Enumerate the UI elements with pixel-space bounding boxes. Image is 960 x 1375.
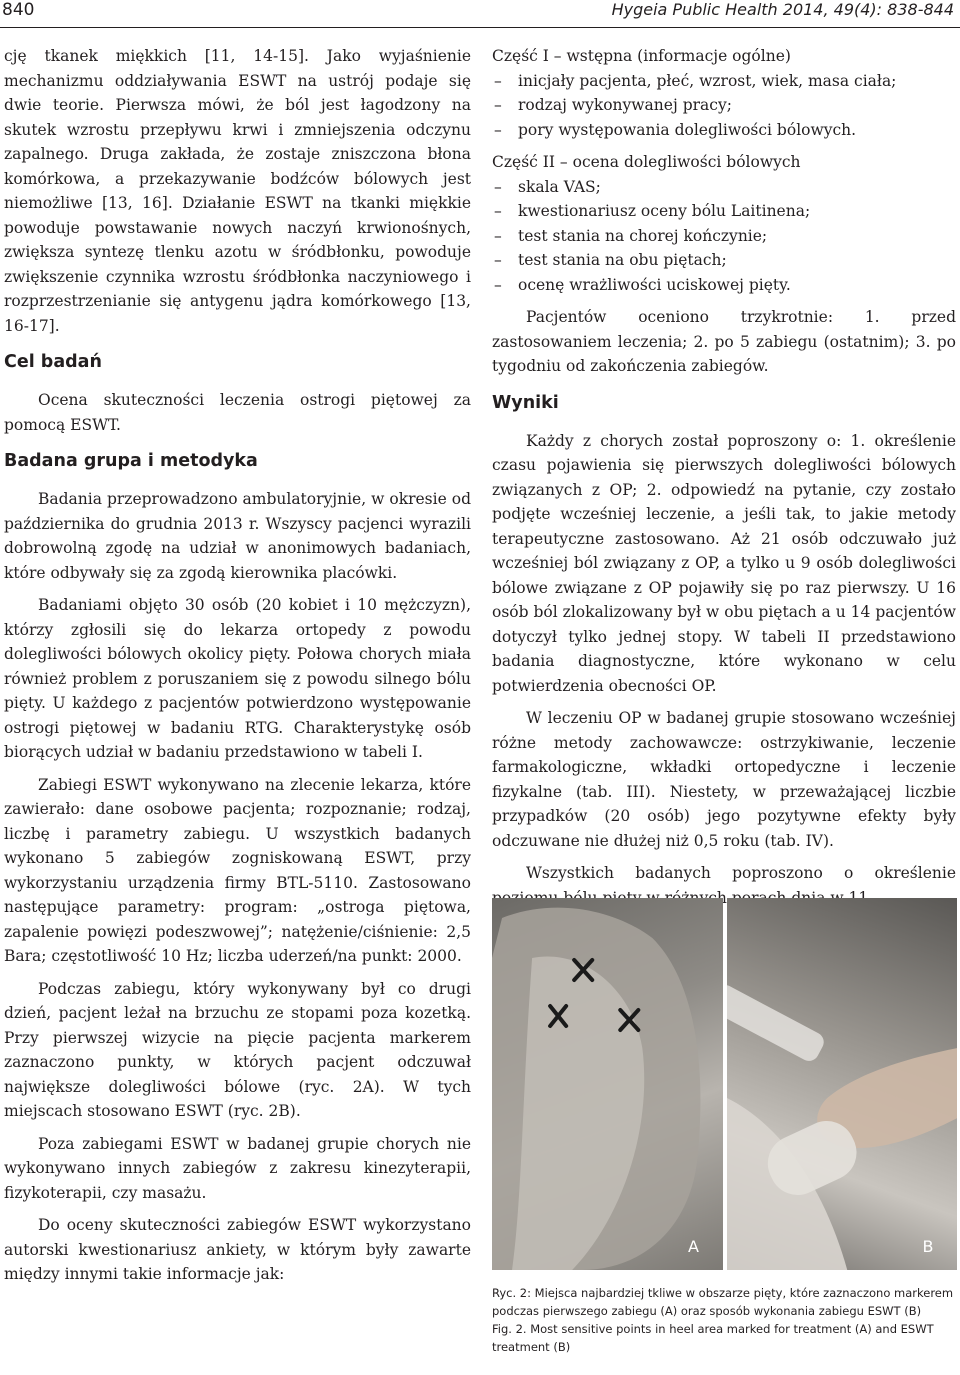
journal-citation: Hygeia Public Health 2014, 49(4): 838-844 bbox=[611, 0, 954, 19]
photo-label-b: B bbox=[922, 1237, 934, 1256]
questionnaire-part-2-heading: Część II – ocena dolegliwości bólowych bbox=[492, 153, 801, 171]
results-paragraph-1: Każdy z chorych został poproszony o: 1. określenie czasu pojawienia się pierwszych dolegliwości bólowych związanych z OP; 2. odpowiedź na pytanie, czy zostało podjęte wcześniej leczenie, a jeśli tak, to jakie metody terapeutyczne zastosowano. Aż 21 osób odczuwało już wcześniej ból związany z OP, a tylko u 9 osób dolegliwości bólowe związane z OP pojawiły się po raz pierwszy. U 16 osób ból zlokalizowany był w obu piętach a u 14 pacjentów dotyczył tylko jednej stopy. W tabeli II przedstawiono badania diagnostyczne, które wykonano w celu potwierdzenia obecności OP. bbox=[492, 431, 956, 695]
questionnaire-part-1-heading: Część I – wstępna (informacje ogólne) bbox=[492, 47, 791, 65]
methods-paragraph-5: Poza zabiegami ESWT w badanej grupie chorych nie wykonywano innych zabiegów z zakresu kinezyterapii, fizykoterapii, czy masażu. bbox=[4, 1134, 471, 1202]
list-item: – kwestionariusz oceny bólu Laitinena; bbox=[518, 199, 956, 224]
methods-paragraph-6: Do oceny skuteczności zabiegów ESWT wykorzystano autorski kwestionariusz ankiety, w którym były zawarte między innymi takie informacje jak: bbox=[4, 1216, 471, 1283]
list-item: – skala VAS; bbox=[518, 175, 956, 200]
questionnaire-part-2-list bbox=[492, 175, 956, 298]
section-heading-results: Wyniki bbox=[492, 392, 559, 413]
list-item: – ocenę wrażliwości uciskowej pięty. bbox=[518, 273, 956, 298]
figure-2 bbox=[492, 898, 957, 1270]
right-column bbox=[492, 44, 956, 918]
section-heading-methods: Badana grupa i metodyka bbox=[4, 451, 258, 471]
results-paragraph-2: W leczeniu OP w badanej grupie stosowano wcześniej różne metody zachowawcze: ostrzykiwanie, leczenie farmakologiczne, wkładki ortopedyczne i leczenie fizykalne (tab. III). Niestety, w przeważającej liczbie przypadków (20 osób) jego pozytywne efekty były odczuwane nie dłużej niż 0,5 roku (tab. IV). bbox=[492, 709, 956, 850]
methods-paragraph-2: Badaniami objęto 30 osób (20 kobiet i 10 mężczyzn), którzy zgłosili się do lekarza ortopedy z powodu dolegliwości bólowych okolicy pięty. Połowa chorych miała również problem z poruszaniem się z powodu silnego bólu pięty. U każdego z pacjentów potwierdzono występowanie ostrogi piętowej w badaniu RTG. Charakterystykę osób biorących udział w badaniu przedstawiono w tabeli I. bbox=[4, 596, 471, 761]
section-heading-aim: Cel badań bbox=[4, 352, 102, 372]
intro-paragraph: cję tkanek miękkich [11, 14-15]. Jako wyjaśnienie mechanizmu oddziaływania ESWT na ustrój podaje się dwie teorie. Pierwsza mówi, że ból jest łagodzony na skutek wzrostu przepływu krwi i zmniejszenia odczynu zapalnego. Druga zakłada, że zostaje zniszczona błona komórkowa, a przekazywanie bodźców bólowych jest niemożliwe [13, 16]. Działanie ESWT na tkanki miękkie powoduje powstawanie nowych naczyń krwionośnych, zwiększa syntezę tlenku azotu w śródbłonku, powoduje zwiększenie czynnika wzrostu śródbłonka naczyniowego i rozprzestrzenianie się antygenu jądra komórkowego [13, 16-17]. bbox=[4, 47, 471, 335]
caption-polish: Ryc. 2: Miejsca najbardziej tkliwe w obszarze pięty, które zaznaczono markerem podczas pierwszego zabiegu (A) oraz sposób wykonania zabiegu ESWT (B) bbox=[492, 1286, 954, 1318]
list-item: – test stania na obu piętach; bbox=[518, 248, 956, 273]
methods-paragraph-4: Podczas zabiegu, który wykonywany był co drugi dzień, pacjent leżał na brzuchu ze stopami poza kozetką. Przy pierwszej wizycie na pięcie pacjenta markerem zaznaczono punkty, w których pacjent odczuwał największe dolegliwości bólowe (ryc. 2A). W tych miejscach stosowano ESWT (ryc. 2B). bbox=[4, 979, 471, 1120]
photo-eswt-treatment bbox=[727, 898, 958, 1270]
caption-english: Fig. 2. Most sensitive points in heel area marked for treatment (A) and ESWT treatment (B) bbox=[492, 1322, 934, 1354]
treatment-illustration bbox=[727, 898, 958, 1270]
list-item: – pory występowania dolegliwości bólowych. bbox=[518, 118, 956, 143]
methods-paragraph-1: Badania przeprowadzono ambulatoryjnie, w okresie od października do grudnia 2013 r. Wszyscy pacjenci wyrazili dobrowolną zgodę na udział w anonimowych badaniach, które odbywały się za zgodą kierownika placówki. bbox=[4, 490, 471, 582]
aim-paragraph: Ocena skuteczności leczenia ostrogi piętowej za pomocą ESWT. bbox=[4, 391, 471, 434]
photo-heel-marked bbox=[492, 898, 723, 1270]
list-item: – rodzaj wykonywanej pracy; bbox=[518, 93, 956, 118]
assessment-paragraph: Pacjentów oceniono trzykrotnie: 1. przed zastosowaniem leczenia; 2. po 5 zabiegu (ostatnim); 3. po tygodniu od zakończenia zabiegów. bbox=[492, 308, 956, 375]
heel-illustration bbox=[492, 898, 723, 1270]
list-item: – test stania na chorej kończynie; bbox=[518, 224, 956, 249]
page-header bbox=[0, 0, 960, 28]
figure-caption bbox=[492, 1284, 956, 1356]
page-number: 840 bbox=[2, 0, 35, 20]
results-paragraph-3: Wszystkich badanych poproszono o określenie bbox=[526, 864, 956, 882]
questionnaire-part-1-list bbox=[492, 69, 956, 143]
photo-label-a: A bbox=[688, 1237, 699, 1256]
list-item: – inicjały pacjenta, płeć, wzrost, wiek, masa ciała; bbox=[518, 69, 956, 94]
left-column bbox=[4, 44, 471, 1295]
methods-paragraph-3: Zabiegi ESWT wykonywano na zlecenie lekarza, które zawierało: dane osobowe pacjenta; rozpoznanie; rodzaj, liczbę i parametry zabiegu. U wszystkich badanych wykonano 5 zabiegów zogniskowaną ESWT, przy wykorzystaniu urządzenia firmy BTL-5110. Zastosowano następujące parametry: program: „ostroga piętowa, zapalenie powięzi podeszwowej”; natężenie/ciśnienie: 2,5 Bara; częstotliwość 10 Hz; liczba uderzeń/na punkt: 2000. bbox=[4, 775, 471, 965]
